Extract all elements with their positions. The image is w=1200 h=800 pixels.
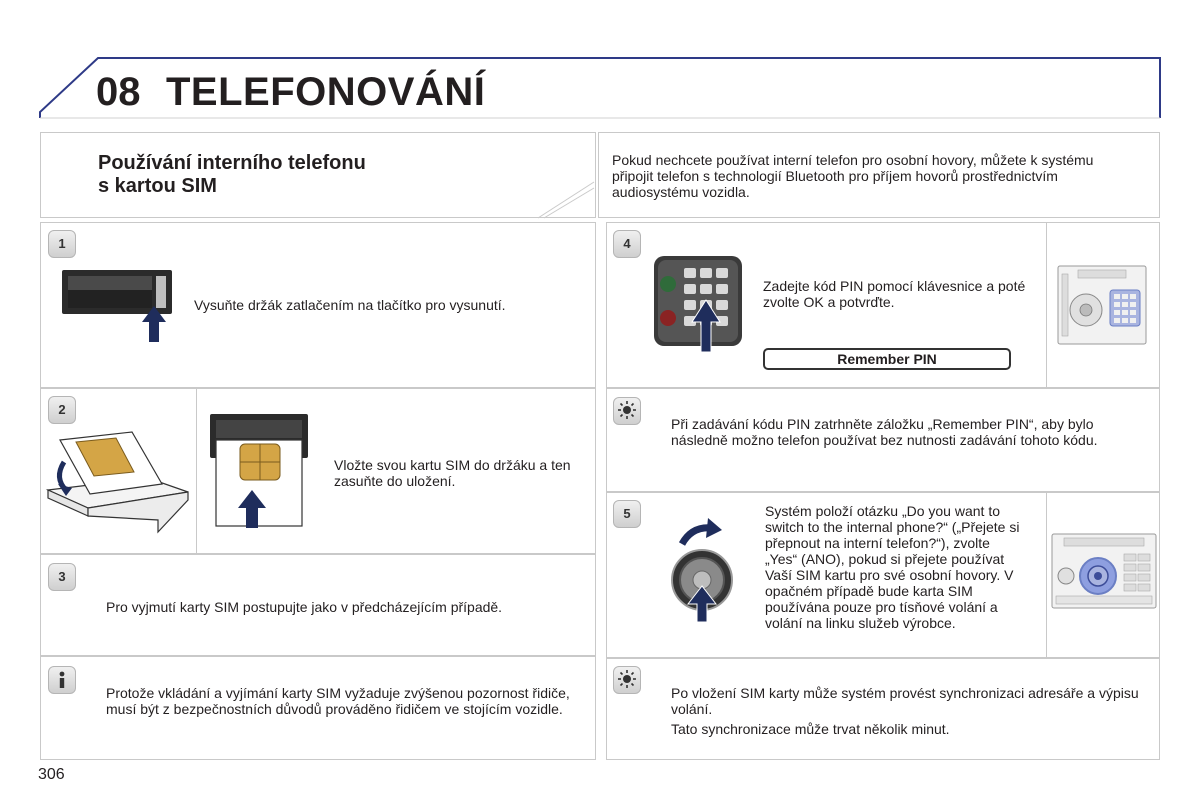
info-icon	[48, 666, 76, 694]
step1-badge: 1	[48, 230, 76, 258]
chapter-number: 08	[96, 70, 141, 114]
tip-sync-text-2: Tato synchronizace může trvat několik minut.	[671, 721, 950, 737]
step5-divider	[1046, 493, 1047, 657]
section-title	[98, 152, 366, 198]
intro-text: Pokud nechcete používat interní telefon pro osobní hovory, můžete k systému připojit telefon s technologií Bluetooth pro příjem hovorů prostřednictvím audiosystému vozidla.	[612, 152, 1094, 200]
phone-keypad-illustration	[654, 256, 742, 356]
step2-divider	[196, 389, 197, 553]
radio-console-keypad-illustration	[1058, 266, 1146, 344]
step5-text: Systém položí otázku „Do you want to switch to the internal phone?“ („Přejete si přepnout na interní telefon?“), zvolte „Yes“ (ANO), pokud si přejete používat Vaší SIM kartu pro své osobní hovory. V opačném případě bude karta SIM používána pouze pro tísňové volání a volání na linku služeb výrobce.	[765, 503, 1020, 631]
step1-text: Vysuňte držák zatlačením na tlačítko pro vysunutí.	[194, 297, 506, 313]
step4-badge: 4	[613, 230, 641, 258]
rotary-knob-illustration	[666, 518, 742, 622]
sim-tray-insert-illustration	[210, 414, 310, 530]
step2-badge: 2	[48, 396, 76, 424]
tip-pin-text: Při zadávání kódu PIN zatrhněte záložku „Remember PIN“, aby bylo následně možno telefon používat bez nutnosti zadávání tohoto kódu.	[671, 416, 1098, 448]
section-title-line2: s kartou SIM	[98, 175, 217, 197]
chapter-title: TELEFONOVÁNÍ	[166, 70, 486, 114]
radio-console-knob-illustration	[1052, 534, 1156, 608]
remember-pin-button[interactable]: Remember PIN	[763, 348, 1011, 370]
step4-text: Zadejte kód PIN pomocí klávesnice a poté zvolte OK a potvrďte.	[763, 278, 1026, 310]
step3-text: Pro vyjmutí karty SIM postupujte jako v předcházejícím případě.	[106, 599, 503, 615]
sim-card-insert-illustration	[44, 432, 192, 534]
section-title-line1: Používání interního telefonu	[98, 152, 366, 174]
tip-sync-text-1: Po vložení SIM karty může systém provést synchronizaci adresáře a výpisu volání.	[671, 685, 1139, 717]
step5-badge: 5	[613, 500, 641, 528]
step3-badge: 3	[48, 563, 76, 591]
step4-divider	[1046, 223, 1047, 387]
title-corner-decoration	[530, 180, 596, 220]
info-note-text: Protože vkládání a vyjímání karty SIM vyžaduje zvýšenou pozornost řidiče, musí být z bezpečnostních důvodů prováděno řidičem ve stojícím vozidle.	[106, 685, 570, 717]
step2-text: Vložte svou kartu SIM do držáku a ten zasuňte do uložení.	[334, 457, 571, 489]
lightbulb-icon	[613, 666, 641, 694]
page-number: 306	[38, 766, 65, 783]
sim-tray-ejector-illustration	[62, 270, 182, 346]
lightbulb-icon	[613, 397, 641, 425]
